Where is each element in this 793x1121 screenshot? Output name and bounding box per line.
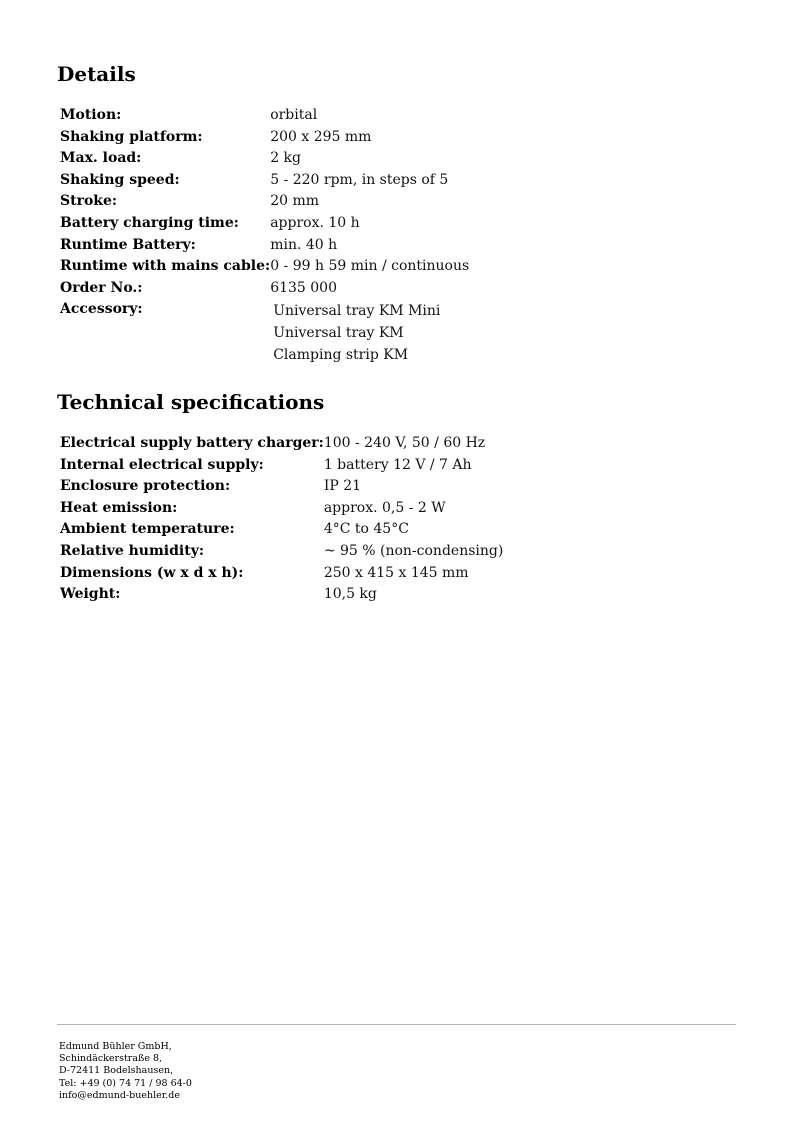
- spec-row-max-load: [60, 148, 469, 170]
- spec-row-heat-emission: [60, 498, 503, 520]
- spec-value: 250 x 415 x 145 mm: [323, 564, 469, 581]
- spec-value: 20 mm: [270, 193, 320, 210]
- spec-value: 200 x 295 mm: [270, 128, 372, 145]
- spec-row-dimensions: [60, 563, 503, 585]
- footer-address: [59, 1041, 192, 1102]
- spec-value: 4°C to 45°C: [323, 521, 409, 538]
- spec-row-electrical-supply-charger: [60, 433, 503, 455]
- spec-label: Order No.:: [60, 279, 143, 296]
- accessory-item: Clamping strip KM: [273, 346, 409, 363]
- spec-value: 2 kg: [270, 150, 301, 167]
- spec-label: Max. load:: [60, 150, 142, 167]
- spec-row-ambient-temperature: [60, 519, 503, 541]
- spec-row-internal-supply: [60, 455, 503, 477]
- footer-street: Schindäckerstraße 8,: [59, 1053, 163, 1065]
- spec-row-battery-charging-time: [60, 213, 469, 235]
- spec-row-accessory: [60, 299, 469, 366]
- spec-row-weight: [60, 584, 503, 606]
- spec-row-motion: [60, 105, 469, 127]
- accessory-item: Universal tray KM Mini: [273, 303, 441, 320]
- spec-label: Dimensions (w x d x h):: [60, 564, 244, 581]
- spec-label: Runtime with mains cable:: [60, 258, 271, 275]
- spec-label: Accessory:: [60, 301, 143, 318]
- footer-phone: Tel: +49 (0) 74 71 / 98 64-0: [59, 1077, 192, 1089]
- spec-row-enclosure-protection: [60, 476, 503, 498]
- spec-label: Runtime Battery:: [60, 236, 196, 253]
- spec-label: Stroke:: [60, 193, 118, 210]
- spec-row-stroke: [60, 191, 469, 213]
- spec-label: Shaking speed:: [60, 171, 180, 188]
- spec-label: Battery charging time:: [60, 214, 239, 231]
- footer-divider: [57, 1024, 736, 1025]
- spec-value: 10,5 kg: [323, 586, 377, 603]
- spec-value: 5 - 220 rpm, in steps of 5: [270, 171, 449, 188]
- spec-row-runtime-mains: [60, 256, 469, 278]
- footer-email: info@edmund-buehler.de: [59, 1089, 180, 1101]
- accessory-item: Universal tray KM: [273, 324, 404, 341]
- spec-label: Weight:: [60, 586, 121, 603]
- footer-company: Edmund Bühler GmbH,: [59, 1041, 172, 1052]
- spec-value: ~ 95 % (non-condensing): [323, 542, 504, 559]
- spec-row-runtime-battery: [60, 235, 469, 257]
- spec-value: approx. 10 h: [270, 214, 360, 231]
- spec-value: 100 - 240 V, 50 / 60 Hz: [323, 435, 486, 451]
- spec-label: Internal electrical supply:: [60, 456, 264, 473]
- spec-value: 6135 000: [270, 279, 337, 296]
- technical-table: [60, 433, 503, 606]
- spec-label: Heat emission:: [60, 499, 178, 516]
- spec-value: 0 - 99 h 59 min / continuous: [270, 258, 470, 275]
- spec-label: Electrical supply battery charger:: [60, 435, 324, 451]
- spec-value: orbital: [270, 107, 318, 123]
- details-table: [60, 105, 469, 366]
- spec-value: 1 battery 12 V / 7 Ah: [323, 456, 472, 473]
- spec-value: approx. 0,5 - 2 W: [323, 499, 446, 516]
- technical-specifications-title: Technical specifications: [57, 390, 325, 414]
- spec-label: Motion:: [60, 107, 122, 123]
- spec-row-relative-humidity: [60, 541, 503, 563]
- spec-row-order-no: [60, 278, 469, 300]
- spec-label: Shaking platform:: [60, 128, 203, 145]
- footer-city: D-72411 Bodelshausen,: [59, 1065, 174, 1077]
- accessory-list: [270, 299, 469, 366]
- details-title: Details: [57, 62, 136, 86]
- spec-row-shaking-platform: [60, 127, 469, 149]
- accessory-cell: [270, 299, 469, 366]
- spec-label: Enclosure protection:: [60, 478, 231, 495]
- spec-label: Relative humidity:: [60, 542, 204, 559]
- spec-value: IP 21: [323, 478, 362, 495]
- spec-row-shaking-speed: [60, 170, 469, 192]
- spec-value: min. 40 h: [270, 236, 338, 253]
- spec-label: Ambient temperature:: [60, 521, 235, 538]
